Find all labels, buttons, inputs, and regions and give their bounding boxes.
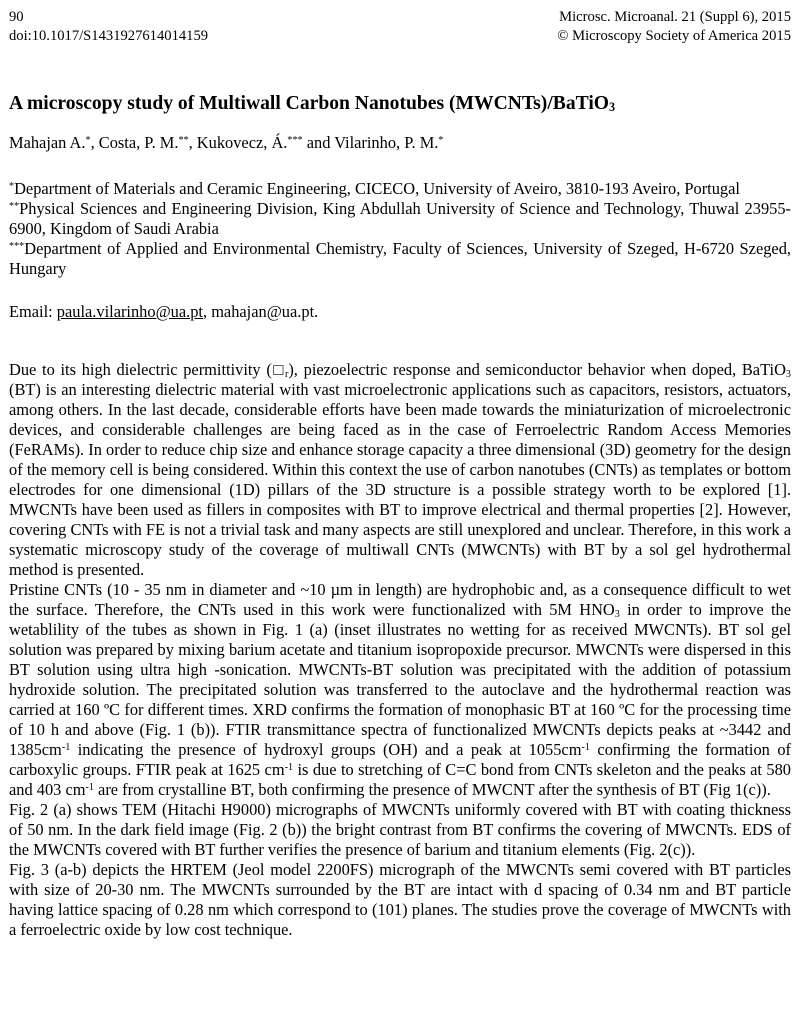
paragraph-tem-results: Fig. 2 (a) shows TEM (Hitachi H9000) micrographs of MWCNTs uniformly covered with BT with coating thickness of 50 nm. In the dark field image (Fig. 2 (b)) the bright contrast from BT confirms the covering of MWCNTs. EDS of the MWCNTs covered with BT further verifies the presence of barium and titanium elements (Fig. 2(c)). [9, 800, 791, 859]
doi: doi:10.1017/S1431927614014159 [9, 28, 209, 44]
affiliation-szeged: ***Department of Applied and Environmental Chemistry, Faculty of Sciences, University of Szeged, H-6720 Szeged, Hungary [9, 239, 791, 278]
email-link[interactable]: paula.vilarinho@ua.pt [56, 302, 203, 321]
affiliation-aveiro: *Department of Materials and Ceramic Engineering, CICECO, University of Aveiro, 3810-193 Aveiro, Portugal [9, 179, 740, 198]
paragraph-hrtem-results: Fig. 3 (a-b) depicts the HRTEM (Jeol model 2200FS) micrograph of the MWCNTs semi covered with BT particles with size of 20-30 nm. The MWCNTs surrounded by the BT are intact with d spacing of 0.34 nm and BT particle having lattice spacing of 0.28 nm which correspond to (101) planes. The studies prove the coverage of MWCNTs with a ferroelectric oxide by low cost technique. [9, 860, 791, 939]
affiliation-list [9, 179, 791, 279]
header-left [9, 8, 208, 46]
abstract-body [9, 360, 791, 940]
copyright-notice: © Microscopy Society of America 2015 [557, 28, 791, 44]
email-second: mahajan@ua.pt. [211, 302, 319, 321]
page-header [9, 8, 791, 46]
email-label: Email: [9, 302, 57, 321]
affiliation-kaust: **Physical Sciences and Engineering Division, King Abdullah University of Science and Technology, Thuwal 23955-6900, Kingdom of Saudi Arabia [9, 199, 791, 238]
journal-citation: Microsc. Microanal. 21 (Suppl 6), 2015 [559, 9, 791, 25]
email-line [9, 302, 791, 322]
page-number: 90 [9, 9, 24, 25]
paragraph-experimental: Pristine CNTs (10 - 35 nm in diameter and ~10 µm in length) are hydrophobic and, as a consequence difficult to wet the surface. Therefore, the CNTs used in this work were functionalized with 5M $HNO_3$ in order to improve the wetablility of the tubes as shown in Fig. 1 (a) (inset illustrates no wetting for as received MWCNTs). BT sol gel solution was prepared by mixing barium acetate and titanium isopropoxide precursor. MWCNTs were dispersed in this BT solution using ultra high -sonication. MWCNTs-BT solution was precipitated with the addition of potassium hydroxide solution. The precipitated solution was transferred to the autoclave and the hydrothermal reaction was carried at 160 ºC for different times. XRD confirms the formation of monophasic BT at 160 ºC for the processing time of 10 h and above (Fig. 1 (b)). FTIR transmittance spectra of functionalized MWCNTs depicts peaks at ~3442 and $1385cm^{-1}$ indicating the presence of hydroxyl groups (OH) and a peak at $1055cm^{-1}$ confirming the formation of carboxylic groups. FTIR peak at 1625 $cm^{-1}$ is due to stretching of C=C bond from CNTs skeleton and the peaks at 580 and 403 $cm^{-1}$ are from crystalline BT, both confirming the presence of MWCNT after the synthesis of BT (Fig 1(c)). [9, 580, 791, 799]
authors-line: Mahajan A.*, Costa, P. M.**, Kukovecz, Á.*** and Vilarinho, P. M.* [9, 133, 444, 152]
email-separator: , [202, 302, 212, 321]
header-right [557, 8, 791, 46]
article-title: A microscopy study of Multiwall Carbon Nanotubes (MWCNTs)/BaTiO$_3$ [9, 93, 616, 115]
paragraph-introduction: Due to its high dielectric permittivity $(□_r)$, piezoelectric response and semiconductor behavior when doped, BaTiO$_3$ (BT) is an interesting dielectric material with vast microelectronic applications such as capacitors, resistors, actuators, among others. In the last decade, considerable efforts have been made towards the miniaturization of microelectronic devices, and considerable challenges are being faced as in the case of Ferroelectric Random Access Memories (FeRAMs). In order to reduce chip size and enhance storage capacity a three dimensional (3D) geometry for the design of the memory cell is being considered. Within this context the use of carbon nanotubes (CNTs) as templates or bottom electrodes for one dimensional (1D) pillars of the 3D structure is a possible strategy worth to be explored [1]. MWCNTs have been used as fillers in composites with BT to improve electrical and thermal properties [2]. However, covering CNTs with FE is not a trivial task and many aspects are still unexplored and unclear. Therefore, in this work a systematic microscopy study of the coverage of multiwall CNTs (MWCNTs) with BT by a sol gel hydrothermal method is presented. [9, 360, 791, 579]
